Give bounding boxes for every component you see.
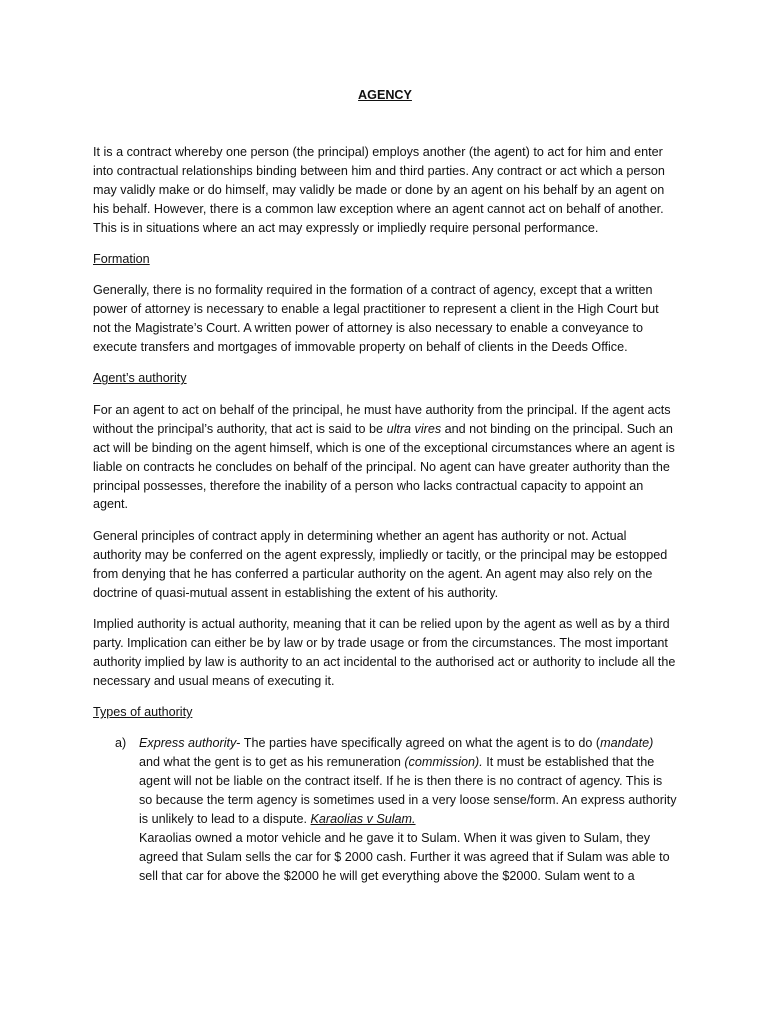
mandate-term: mandate) [600,736,654,751]
list-marker: a) [115,736,127,751]
intro-paragraph: It is a contract whereby one person (the principal) employs another (the agent) to act for him and enter into contractual relationships binding between him and third parties. Any contract or act which a person may validly make or do himself, may validly be made or done by an agent on his behalf by an agent on his behalf. However, there is a common law exception where an agent cannot act on behalf of another. This is in situations where an act may expressly or impliedly require personal performance. [93,144,665,235]
list-item-express-authority [93,734,677,885]
express-authority-term: Express authority [139,736,237,751]
case-citation: Karaolias v Sulam. [310,812,416,827]
case-description: Karaolias owned a motor vehicle and he gave it to Sulam. When it was given to Sulam, they agreed that Sulam sells the car for $ 2000 cash. Further it was agreed that if Sulam was able to sell that car for above the $2000 he will get everything above the $2000. Sulam went to a [139,831,670,883]
formation-paragraph: Generally, there is no formality required in the formation of a contract of agency, except that a written power of attorney is necessary to enable a legal practitioner to represent a client in the High Court but not the Magistrate’s Court. A written power of attorney is also necessary to enable a conveyance to execute transfers and mortgages of immovable property on behalf of clients in the Deeds Office. [93,283,659,355]
document-body [93,86,677,886]
ultra-vires-term: ultra vires [386,421,442,436]
commission-term: (commission). [404,755,483,770]
express-authority-text-1: - The parties have specifically agreed on what the agent is to do ( [236,736,601,751]
document-title: AGENCY [358,88,412,102]
express-authority-text-3: It must be established that the agent will not be liable on the contract itself. If he is then there is no contract of agency. This is so because the term agency is sometimes used in a very loose sense/form. An express authority is unlikely to lead to a dispute. [139,755,677,827]
authority-paragraph-1 [93,401,677,514]
authority-p1-text-before: For an agent to act on behalf of the principal, he must have authority from the principal. If the agent acts without the principal’s authority, that act is said to be [93,402,671,436]
authority-p1-text-after: and not binding on the principal. Such an act will be binding on the agent himself, which is one of the exceptional circumstances where an agent is liable on contracts he concludes on behalf of the principal. No agent can have greater authority than the principal possesses, therefore the inability of a person who lacks contractual capacity to appoint an agent. [93,421,675,512]
authority-paragraph-3: Implied authority is actual authority, meaning that it can be relied upon by the agent as well as by a third party. Implication can either be by law or by trade usage or from the circumstances. The most important authority implied by law is authority to an act incidental to the authorised act or authority to include all the necessary and usual means of executing it. [93,616,676,688]
authority-paragraph-2: General principles of contract apply in determining whether an agent has authority or not. Actual authority may be conferred on the agent expressly, impliedly or tacitly, or the principal may be estopped from denying that he has conferred a particular authority on the agent. An agent may also rely on the doctrine of quasi-mutual assent in establishing the extent of his authority. [93,528,668,600]
agents-authority-heading: Agent’s authority [93,371,187,386]
express-authority-text-2: and what the gent is to get as his remuneration [139,755,405,770]
express-authority-text [139,734,677,829]
formation-heading: Formation [93,251,150,266]
types-of-authority-heading: Types of authority [93,705,193,720]
